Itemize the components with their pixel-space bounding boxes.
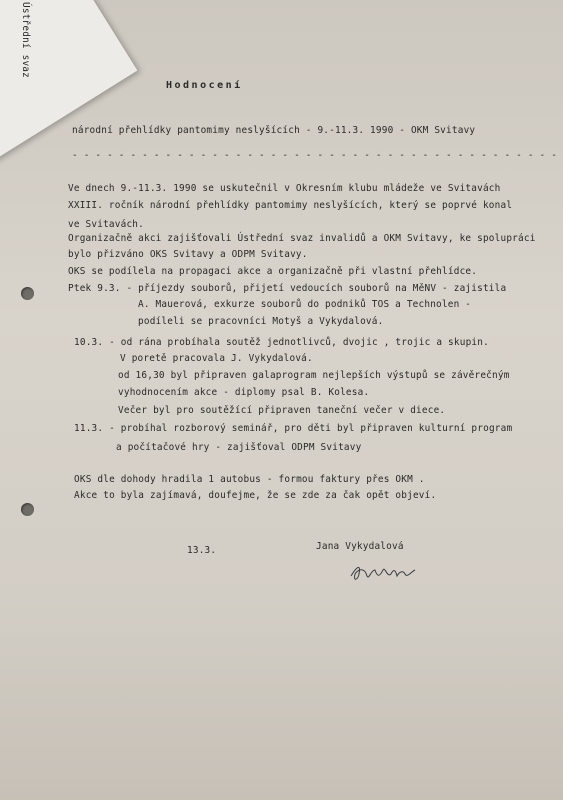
punch-hole-top [21, 287, 34, 300]
body-line: podíleli se pracovníci Motyš a Vykydalová. [138, 316, 384, 327]
body-line: a počítačové hry - zajišťoval ODPM Svitavy [116, 442, 362, 453]
corner-note [20, 2, 30, 36]
body-line: Večer byl pro soutěžící připraven taneční večer v diece. [118, 405, 446, 416]
body-line: Ve dnech 9.-11.3. 1990 se uskutečnil v Okresním klubu mládeže ve Svitavách [68, 183, 501, 194]
body-line: Organizačně akci zajišťovali Ústřední svaz invalidů a OKM Svitavy, ke spolupráci [68, 233, 536, 244]
body-line: bylo přizváno OKS Svitavy a ODPM Svitavy. [68, 249, 308, 260]
body-line: vyhodnocením akce - diplomy psal B. Kolesa. [118, 387, 370, 398]
document-title: Hodnocení [166, 80, 243, 91]
separator-line: - - - - - - - - - - - - - - - - - - - - - - - - - - - - - - - - - - - - - - - - - - [72, 150, 558, 161]
body-line: ve Svitavách. [68, 219, 144, 230]
body-line: XXIII. ročník národní přehlídky pantomimy neslyšících, který se poprvé konal [68, 200, 513, 211]
document-date: 13.3. [187, 545, 217, 556]
body-line: Ptek 9.3. - příjezdy souborů, přijetí vedoucích souborů na MěNV - zajistila [68, 283, 507, 294]
punch-hole-bottom [21, 503, 34, 516]
body-line: OKS se podílela na propagaci akce a organizačně při vlastní přehlídce. [68, 266, 478, 277]
author-name: Jana Vykydalová [316, 541, 404, 552]
body-line: 11.3. - probíhal rozborový seminář, pro děti byl připraven kulturní program [74, 423, 513, 434]
body-line: Akce to byla zajímavá, doufejme, že se zde za čak opět objeví. [74, 490, 437, 501]
body-line: 10.3. - od rána probíhala soutěž jednotlivců, dvojic , trojic a skupin. [74, 337, 489, 348]
body-line: A. Mauerová, exkurze souborů do podniků TOS a Technolen - [138, 299, 472, 310]
body-line: V poretě pracovala J. Vykydalová. [120, 353, 313, 364]
body-line: OKS dle dohody hradila 1 autobus - formou faktury přes OKM . [74, 474, 425, 485]
body-line: od 16,30 byl připraven galaprogram nejlepších výstupů se závěrečným [118, 370, 510, 381]
handwritten-signature [349, 560, 419, 584]
document-subtitle: národní přehlídky pantomimy neslyšících - 9.-11.3. 1990 - OKM Svitavy [72, 125, 476, 136]
